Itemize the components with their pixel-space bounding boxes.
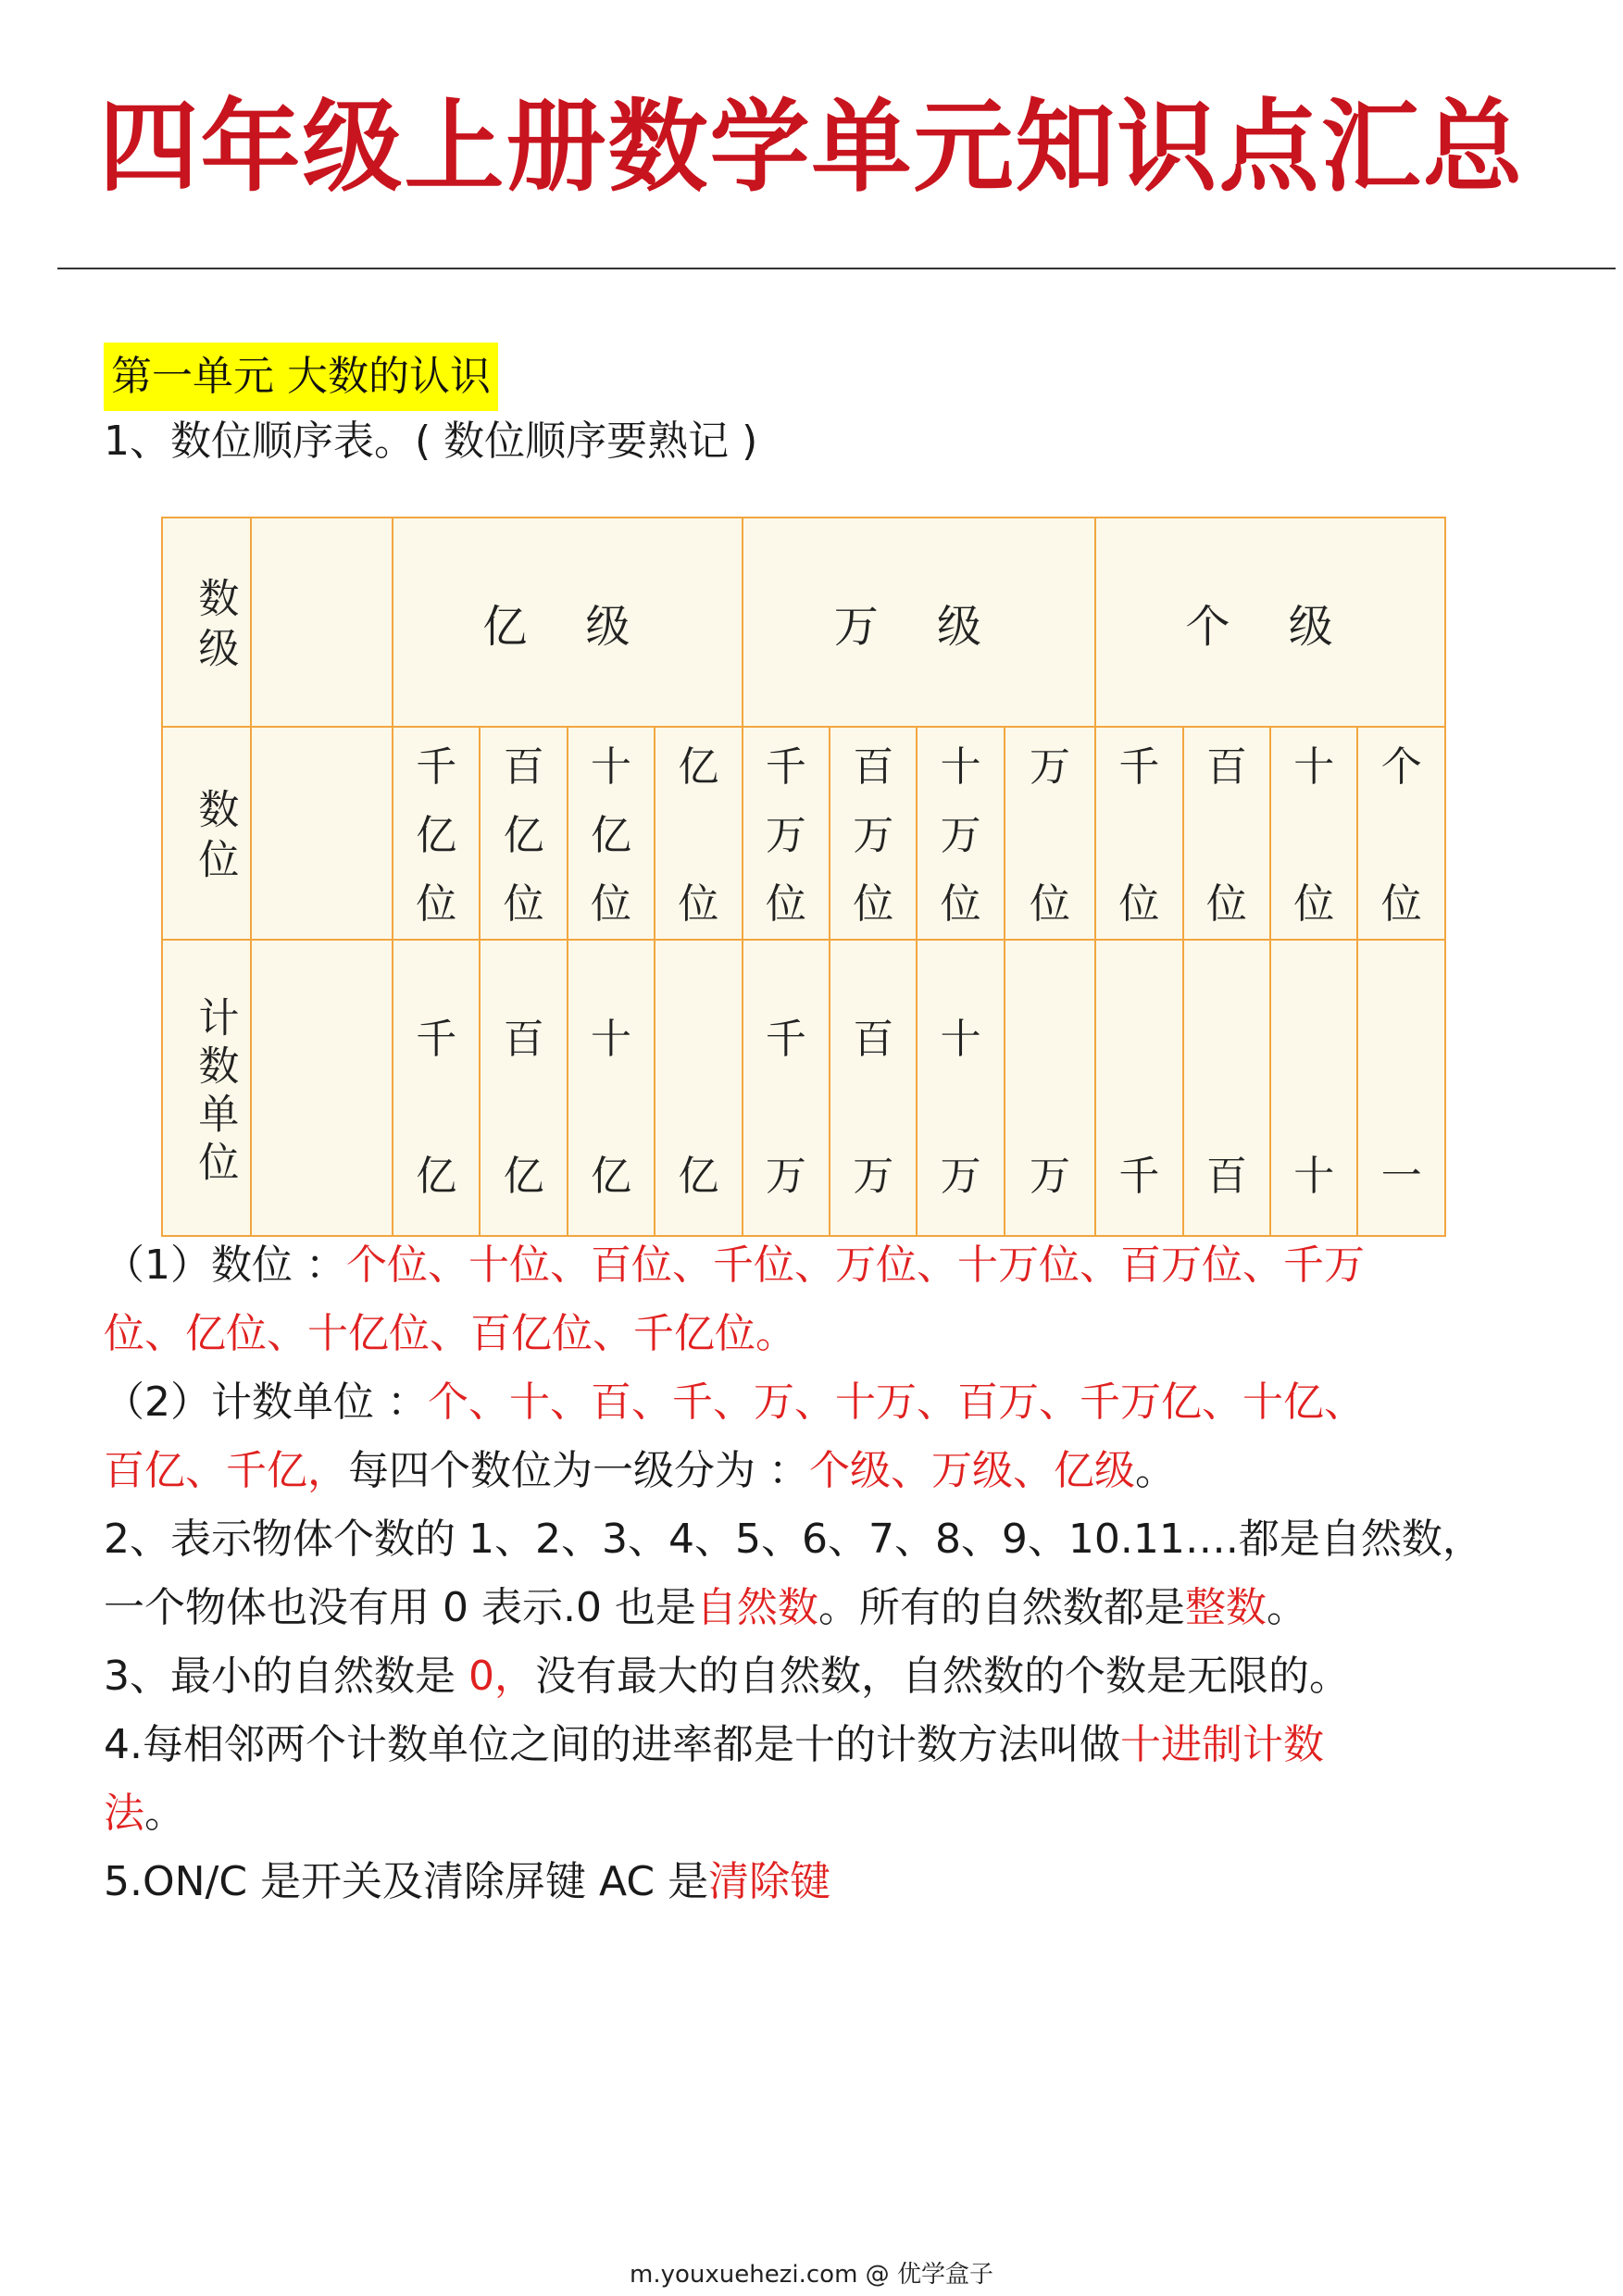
footer-watermark: m.youxuehezi.com @ 优学盒子: [630, 2261, 993, 2289]
paragraph-1-line-2: 位、亿位、十亿位、百亿位、千亿位。: [104, 1310, 796, 1357]
level-row: [162, 518, 1445, 727]
item-2-line-1: 2、表示物体个数的 1、2、3、4、5、6、7、8、9、10.11….都是自然数，: [104, 1516, 1483, 1563]
unit-cell: 千 万: [743, 940, 830, 1236]
unit-cell: 百 万: [830, 940, 917, 1236]
item-2-line-2: 一个物体也没有用 0 表示.0 也是自然数。所有的自然数都是整数。: [104, 1584, 1307, 1631]
place-cell: 亿 位: [655, 727, 742, 940]
place-cell: 千 亿 位: [393, 727, 480, 940]
unit-cell: 万: [1005, 940, 1095, 1236]
row-label-shuwei: 数位: [162, 727, 251, 940]
place-cell: 千 万 位: [743, 727, 830, 940]
place-cell: 百 亿 位: [480, 727, 567, 940]
group-yi: 亿 级: [393, 518, 743, 727]
item-4-line-1: 4.每相邻两个计数单位之间的进率都是十的计数方法叫做十进制计数: [104, 1721, 1324, 1768]
item-1: 1、数位顺序表。( 数位顺序要熟记 ): [104, 418, 758, 465]
title-divider: [57, 268, 1616, 269]
blank-cell: [251, 518, 393, 727]
unit-cell: 百: [1183, 940, 1270, 1236]
group-ge: 个 级: [1095, 518, 1445, 727]
item-4-line-2: 法。: [104, 1790, 185, 1837]
unit-cell: 十 万: [917, 940, 1004, 1236]
blank-cell: [251, 940, 393, 1236]
unit-cell: 一: [1357, 940, 1445, 1236]
paragraph-2-line-1: （2）计数单位 ：个、十、百、千、万、十万、百万、千万亿、十亿、: [104, 1379, 1365, 1426]
row-label-jishu: 计数单位: [162, 940, 251, 1236]
unit-heading: 第一单元 大数的认识: [104, 343, 498, 411]
place-row: [162, 727, 1445, 940]
paragraph-1-line-1: （1）数位 ：个位、十位、百位、千位、万位、十万位、百万位、千万: [104, 1242, 1365, 1289]
place-cell: 十 亿 位: [568, 727, 655, 940]
place-cell: 个 位: [1357, 727, 1445, 940]
paragraph-2-line-2: 百亿、千亿，每四个数位为一级分为 ：个级、万级、亿级。: [104, 1447, 1176, 1494]
place-value-table: [161, 517, 1446, 1237]
unit-cell: 十: [1270, 940, 1357, 1236]
page-title: 四年级上册数学单元知识点汇总: [98, 90, 1525, 206]
place-cell: 百 万 位: [830, 727, 917, 940]
item-3: 3、最小的自然数是 0，没有最大的自然数，自然数的个数是无限的。: [104, 1653, 1350, 1700]
place-cell: 百 位: [1183, 727, 1270, 940]
unit-cell: 亿: [655, 940, 742, 1236]
row-label-shuji: 数级: [162, 518, 251, 727]
unit-cell: 百 亿: [480, 940, 567, 1236]
unit-cell: 千 亿: [393, 940, 480, 1236]
unit-row: [162, 940, 1445, 1236]
group-wan: 万 级: [743, 518, 1096, 727]
place-cell: 千 位: [1095, 727, 1182, 940]
place-cell: 万 位: [1005, 727, 1095, 940]
unit-cell: 千: [1095, 940, 1182, 1236]
place-cell: 十 万 位: [917, 727, 1004, 940]
unit-cell: 十 亿: [568, 940, 655, 1236]
blank-cell: [251, 727, 393, 940]
place-cell: 十 位: [1270, 727, 1357, 940]
item-5: 5.ON/C 是开关及清除屏键 AC 是清除键: [104, 1858, 831, 1905]
